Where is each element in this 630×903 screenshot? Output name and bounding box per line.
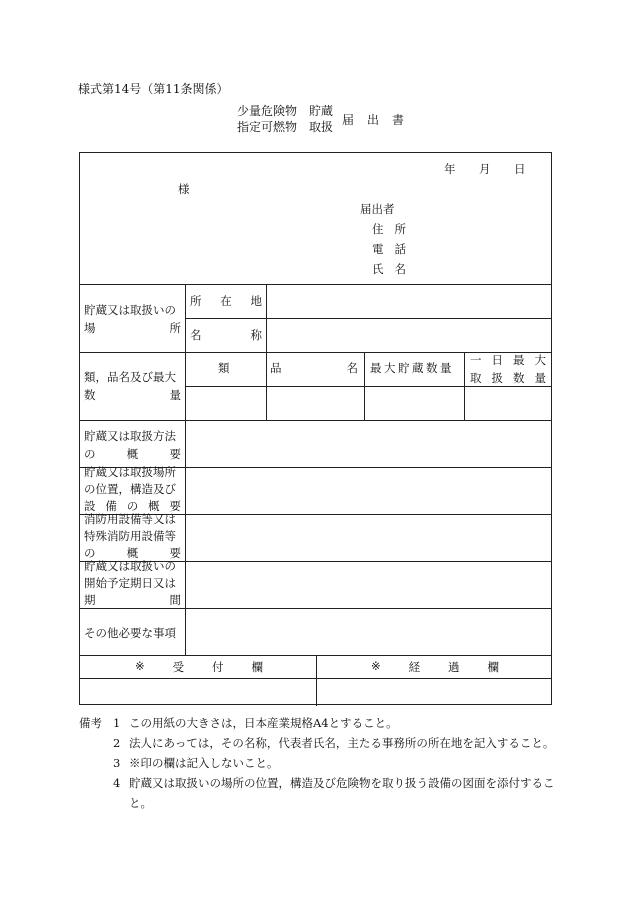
remarks-heading: 備考 (79, 716, 102, 730)
notifier-label: 届出者 (360, 202, 395, 216)
remark-item: 4 貯蔵又は取扱いの場所の位置，構造及び危険物を取り扱う設備の図面を添付すること。 (79, 773, 559, 813)
remark-item: 3 ※印の欄は記入しないこと。 (79, 753, 559, 773)
col-daily-max-header: 一 日 最 大 取 扱 数 量 (470, 353, 546, 385)
title-handling: 取扱 (309, 120, 334, 134)
location-name-label: 名 称 (190, 328, 262, 342)
notifier-address-label: 住 所 (372, 222, 406, 236)
progress-column-header: ※ 経 過 欄 (371, 659, 499, 674)
title-designated-combustible: 指定可燃物 (237, 120, 298, 134)
date-month-label: 月 (479, 162, 491, 176)
col-product-name-header: 品 名 (270, 361, 358, 375)
col-max-storage-header: 最大貯蔵数量 (370, 361, 454, 375)
date-year-label: 年 (444, 162, 456, 176)
place-structure-label: 貯蔵又は取扱場所 の位置，構造及び 設 備 の 概 要 (84, 465, 181, 513)
location-label: 貯蔵又は取扱いの 場 所 (84, 303, 181, 335)
notifier-name-label: 氏 名 (372, 262, 406, 276)
reception-column-header: ※ 受 付 欄 (135, 659, 263, 674)
title-small-hazardous: 少量危険物 (237, 104, 298, 118)
form-title: 届出書 (342, 113, 418, 127)
remark-item: 備考 1 この用紙の大きさは，日本産業規格A4とすること。 (79, 713, 559, 733)
form-number: 様式第14号（第11条関係） (78, 82, 229, 96)
fire-equipment-label: 消防用設備等又は 特殊消防用設備等 の 概 要 (84, 512, 181, 560)
notifier-phone-label: 電 話 (372, 242, 406, 256)
remark-text: 法人にあっては，その名称，代表者氏名，主たる事務所の所在地を記入すること。 (129, 736, 555, 750)
location-address-label: 所 在 地 (190, 294, 262, 308)
remark-item: 2 法人にあっては，その名称，代表者氏名，主たる事務所の所在地を記入すること。 (79, 733, 559, 753)
col-class-header: 類 (218, 361, 230, 375)
remark-text: ※印の欄は記入しないこと。 (129, 756, 279, 770)
addressee-suffix: 様 (178, 182, 190, 196)
start-period-label: 貯蔵又は取扱いの 開始予定期日又は 期 間 (84, 559, 181, 607)
remarks-section (79, 713, 559, 813)
other-matters-label: その他必要な事項 (84, 626, 176, 640)
form-title-prefix (237, 103, 333, 135)
remark-text: 貯蔵又は取扱いの場所の位置，構造及び危険物を取り扱う設備の図面を添付すること。 (129, 776, 555, 810)
remark-text: この用紙の大きさは，日本産業規格A4とすること。 (129, 716, 398, 730)
notification-form-table (79, 152, 552, 705)
method-label: 貯蔵又は取扱方法 の 概 要 (84, 429, 181, 461)
products-label: 類，品名及び最大 数 量 (84, 370, 181, 402)
date-day-label: 日 (514, 162, 526, 176)
title-storage: 貯蔵 (309, 104, 334, 118)
